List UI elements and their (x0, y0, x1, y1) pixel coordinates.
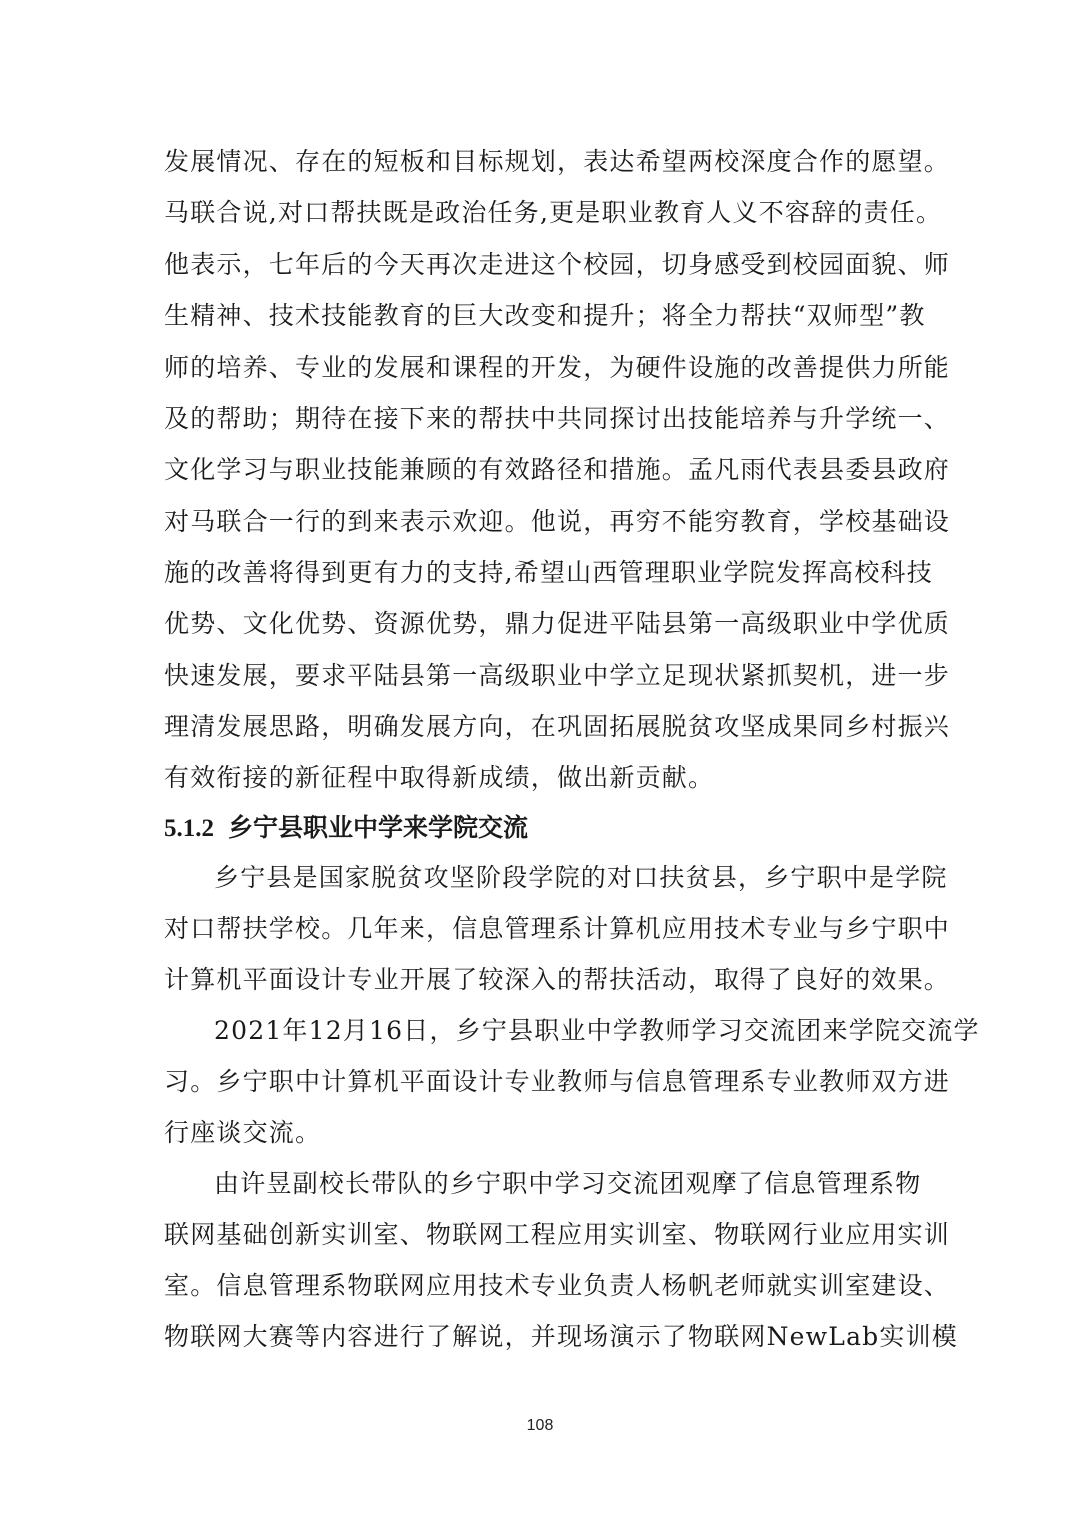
paragraph-line: 生精神、技术技能教育的巨大改变和提升；将全力帮扶“双师型”教 (164, 301, 926, 330)
paragraph-line: 联网基础创新实训室、物联网工程应用实训室、物联网行业应用实训 (164, 1220, 951, 1249)
section-number: 5.1.2 (164, 815, 214, 842)
paragraph-line: 有效衔接的新征程中取得新成绩，做出新贡献。 (164, 763, 715, 792)
paragraph-line: 优势、文化优势、资源优势，鼎力促进平陆县第一高级职业中学优质 (164, 609, 951, 638)
paragraph-line: 他表示，七年后的今天再次走进这个校园，切身感受到校园面貌、师 (164, 250, 951, 279)
page-number: 108 (526, 1417, 554, 1434)
paragraph-line: 室。信息管理系物联网应用技术专业负责人杨帆老师就实训室建设、 (164, 1271, 951, 1300)
paragraph-line: 乡宁县是国家脱贫攻坚阶段学院的对口扶贫县，乡宁职中是学院 (214, 863, 948, 892)
paragraph-line: 快速发展，要求平陆县第一高级职业中学立足现状紧抓契机，进一步 (164, 661, 951, 690)
paragraph-line: 施的改善将得到更有力的支持,希望山西管理职业学院发挥高校科技 (164, 558, 933, 587)
paragraph-line: 发展情况、存在的短板和目标规划，表达希望两校深度合作的愿望。 (164, 147, 951, 176)
paragraph-line: 2021年12月16日，乡宁县职业中学教师学习交流团来学院交流学 (214, 1016, 980, 1045)
paragraph-line: 物联网大赛等内容进行了解说，并现场演示了物联网NewLab实训模 (164, 1322, 958, 1351)
paragraph-line: 理清发展思路，明确发展方向，在巩固拓展脱贫攻坚成果同乡村振兴 (164, 712, 951, 741)
paragraph-line: 计算机平面设计专业开展了较深入的帮扶活动，取得了良好的效果。 (164, 965, 951, 994)
paragraph-line: 由许昱副校长带队的乡宁职中学习交流团观摩了信息管理系物 (214, 1169, 922, 1198)
paragraph-line: 文化学习与职业技能兼顾的有效路径和措施。孟凡雨代表县委县政府 (164, 455, 951, 484)
section-title: 乡宁县职业中学来学院交流 (228, 813, 529, 842)
paragraph-line: 及的帮助；期待在接下来的帮扶中共同探讨出技能培养与升学统一、 (164, 404, 951, 433)
paragraph-line: 对口帮扶学校。几年来，信息管理系计算机应用技术专业与乡宁职中 (164, 914, 951, 943)
section-heading (164, 812, 916, 845)
paragraph-line: 马联合说,对口帮扶既是政治任务,更是职业教育人义不容辞的责任。 (164, 198, 943, 227)
paragraph-line: 习。乡宁职中计算机平面设计专业教师与信息管理系专业教师双方进 (164, 1067, 951, 1096)
paragraph-line: 对马联合一行的到来表示欢迎。他说，再穷不能穷教育，学校基础设 (164, 507, 951, 536)
paragraph-line: 行座谈交流。 (164, 1118, 322, 1147)
paragraph-line: 师的培养、专业的发展和课程的开发，为硬件设施的改善提供力所能 (164, 353, 951, 382)
